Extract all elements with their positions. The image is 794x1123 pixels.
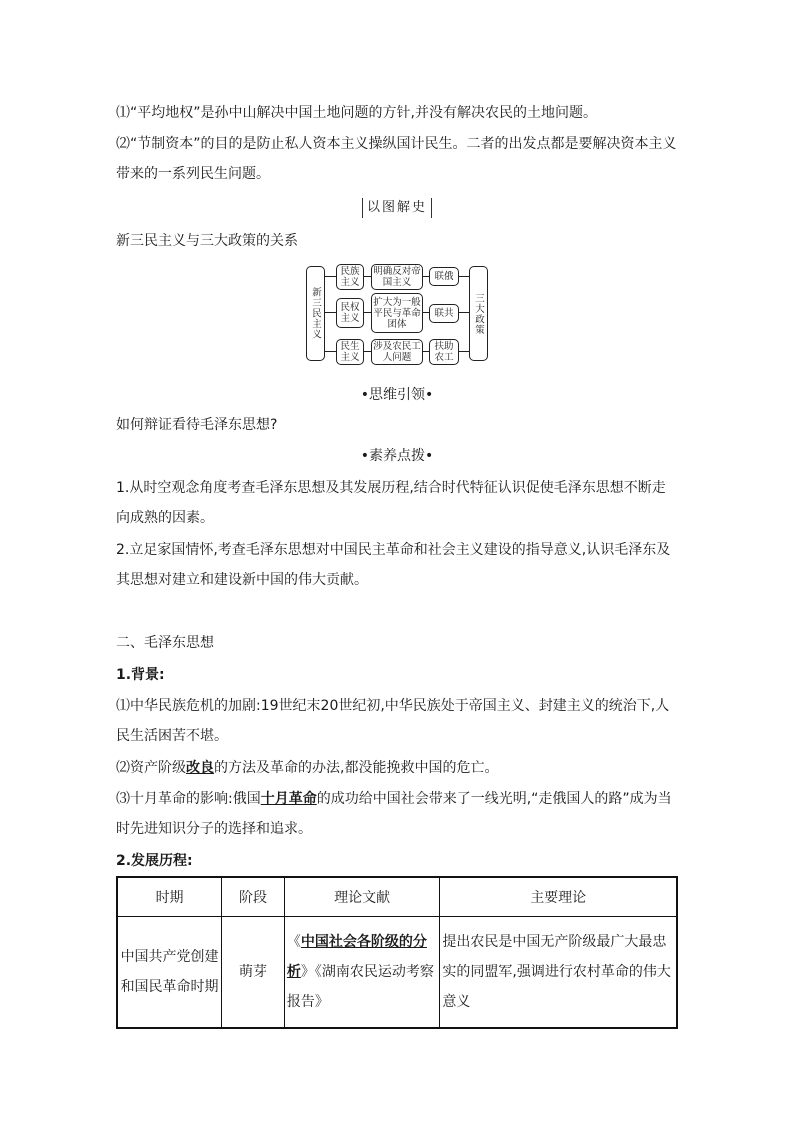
- doc-emphasis: 中国社会各阶级的分析: [286, 934, 427, 980]
- bg2-pre: ⑵资产阶级: [116, 760, 186, 776]
- table-header: 理论文献: [284, 877, 439, 917]
- literacy-heading: •素养点拨•: [360, 448, 434, 464]
- doc-open: 《: [286, 934, 301, 950]
- literacy-item-2: 2.立足家国情怀,考查毛泽东思想对中国民主革命和社会主义建设的指导意义,认识毛泽东及其思想对建立和建设新中国的伟大贡献。: [116, 542, 671, 588]
- cell-stage: 萌芽: [222, 917, 285, 1029]
- background-item-1: ⑴中华民族危机的加剧:19世纪末20世纪初,中华民族处于帝国主义、封建主义的统治下,人民生活困苦不堪。: [116, 698, 670, 744]
- diagram-content-3: 涉及农民工人问题: [371, 339, 423, 365]
- diagram-left-label: 新三民主义: [306, 266, 325, 361]
- diagram-policy-2: 联共: [429, 304, 459, 323]
- bg3-post: 的成功给中国社会带来了一线光明,“走俄国人的路”成为当时先进知识分子的选择和追求。: [116, 791, 672, 837]
- bg3-pre: ⑶十月革命的影响:俄国: [116, 791, 261, 807]
- thinking-question: 如何辩证看待毛泽东思想?: [116, 417, 278, 433]
- diagram-policy-3: 扶助农工: [429, 339, 459, 365]
- section-bracket-title-wrap: [0, 197, 794, 218]
- background-item-3: [116, 784, 678, 844]
- cell-theory: 提出农民是中国无产阶级最广大最忠实的同盟军,强调进行农村革命的伟大意义: [440, 917, 677, 1029]
- diagram-policy-1: 联俄: [429, 267, 459, 286]
- bg2-post: 的方法及革命的办法,都没能挽救中国的危亡。: [214, 760, 499, 776]
- cell-documents: [284, 917, 439, 1029]
- doc-rest: 》《湖南农民运动考察报告》: [286, 964, 434, 1010]
- table-header: 时期: [117, 877, 222, 917]
- diagram-caption: 新三民主义与三大政策的关系: [116, 233, 298, 249]
- section-title: 二、毛泽东思想: [116, 635, 214, 651]
- cell-period: 中国共产党创建和国民革命时期: [117, 917, 222, 1029]
- thinking-heading: •思维引领•: [360, 387, 434, 403]
- table-row: [117, 917, 677, 1029]
- development-heading: 2.发展历程:: [116, 853, 193, 869]
- note-1: ⑴“平均地权”是孙中山解决中国土地问题的方针,并没有解决农民的土地问题。: [116, 105, 597, 121]
- table-header: 主要理论: [440, 877, 677, 917]
- bg3-emphasis: 十月革命: [260, 791, 317, 807]
- note-2: ⑵“节制资本”的目的是防止私人资本主义操纵国计民生。二者的出发点都是要解决资本主义带来的一系列民生问题。: [116, 136, 677, 182]
- diagram-principle-3: 民生主义: [336, 339, 364, 365]
- three-principles-diagram: [306, 263, 492, 363]
- development-table: [116, 876, 678, 1029]
- bg2-emphasis: 改良: [186, 760, 214, 776]
- diagram-content-1: 明确反对帝国主义: [371, 264, 423, 290]
- diagram-principle-1: 民族主义: [336, 264, 364, 290]
- literacy-item-1: 1.从时空观念角度考查毛泽东思想及其发展历程,结合时代特征认识促使毛泽东思想不断走向成熟的因素。: [116, 480, 666, 526]
- bracket-title: 以图解史: [362, 198, 432, 218]
- background-heading: 1.背景:: [116, 667, 165, 683]
- diagram-right-label: 三大政策: [469, 266, 488, 361]
- background-item-2: [116, 753, 678, 783]
- diagram-principle-2: 民权主义: [336, 298, 364, 328]
- table-header-row: [117, 877, 677, 917]
- diagram-content-2: 扩大为一般平民与革命团体: [371, 293, 423, 333]
- table-header: 阶段: [222, 877, 285, 917]
